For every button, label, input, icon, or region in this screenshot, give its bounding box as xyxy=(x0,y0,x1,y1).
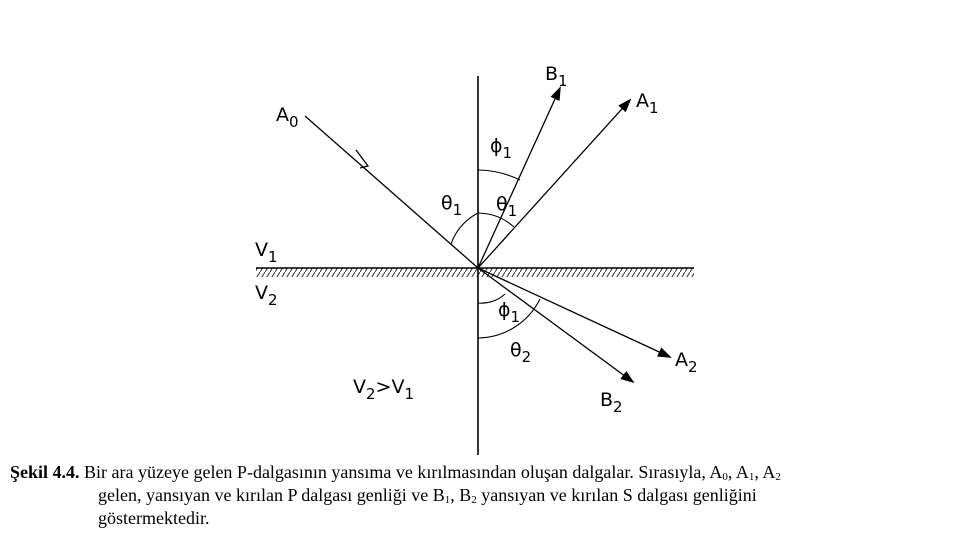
caption-line2-text2: yansıyan ve kırılan S dalgası genliğini xyxy=(476,485,757,505)
caption-sep-2: , A xyxy=(754,462,776,482)
label-theta1-right: $\theta_1$ xyxy=(496,193,518,220)
label-velocity-condition: $V_2>V_1$ xyxy=(353,376,415,403)
caption-sub-a2: 2 xyxy=(775,471,781,483)
caption-sub-a0: 0 xyxy=(722,471,728,483)
interface-boundary xyxy=(256,268,694,277)
label-b1: $B_1$ xyxy=(545,63,568,90)
label-phi1-bottom: $\phi_1$ xyxy=(498,299,521,326)
reflected-ray-a1 xyxy=(478,100,630,268)
caption-line2-text1: gelen, yansıyan ve kırılan P dalgası genliği ve B xyxy=(98,485,445,505)
caption-line-3: göstermektedir. xyxy=(98,508,210,528)
caption-line-2 xyxy=(10,484,950,507)
label-theta2: $\theta_2$ xyxy=(510,339,532,366)
label-a0: $A_0$ xyxy=(276,104,299,131)
label-b2: $B_2$ xyxy=(600,389,623,416)
label-theta1-left: $\theta_1$ xyxy=(441,192,463,219)
label-v2: $V_2$ xyxy=(255,282,278,309)
figure-caption xyxy=(10,461,950,530)
caption-sub-a1: 1 xyxy=(748,471,755,483)
label-v1: $V_1$ xyxy=(255,239,278,266)
refracted-ray-b2 xyxy=(478,268,633,382)
label-phi1-top: $\phi_1$ xyxy=(490,135,513,162)
arc-phi1-reflected xyxy=(478,170,520,180)
caption-sub-b1: 1 xyxy=(444,494,451,506)
caption-line-1 xyxy=(10,461,950,484)
reflected-ray-b1 xyxy=(478,88,560,268)
caption-sub-b2: 2 xyxy=(471,494,477,506)
label-a2: $A_2$ xyxy=(675,349,698,376)
label-a1: $A_1$ xyxy=(636,90,659,117)
caption-figure-label: Şekil 4.4. xyxy=(10,462,80,482)
caption-sep-3: , B xyxy=(450,485,472,505)
caption-sep-1: , A xyxy=(727,462,749,482)
caption-line1-text: Bir ara yüzeye gelen P-dalgasının yansıma ve kırılmasından oluşan dalgalar. Sırasıyla, A xyxy=(84,462,723,482)
